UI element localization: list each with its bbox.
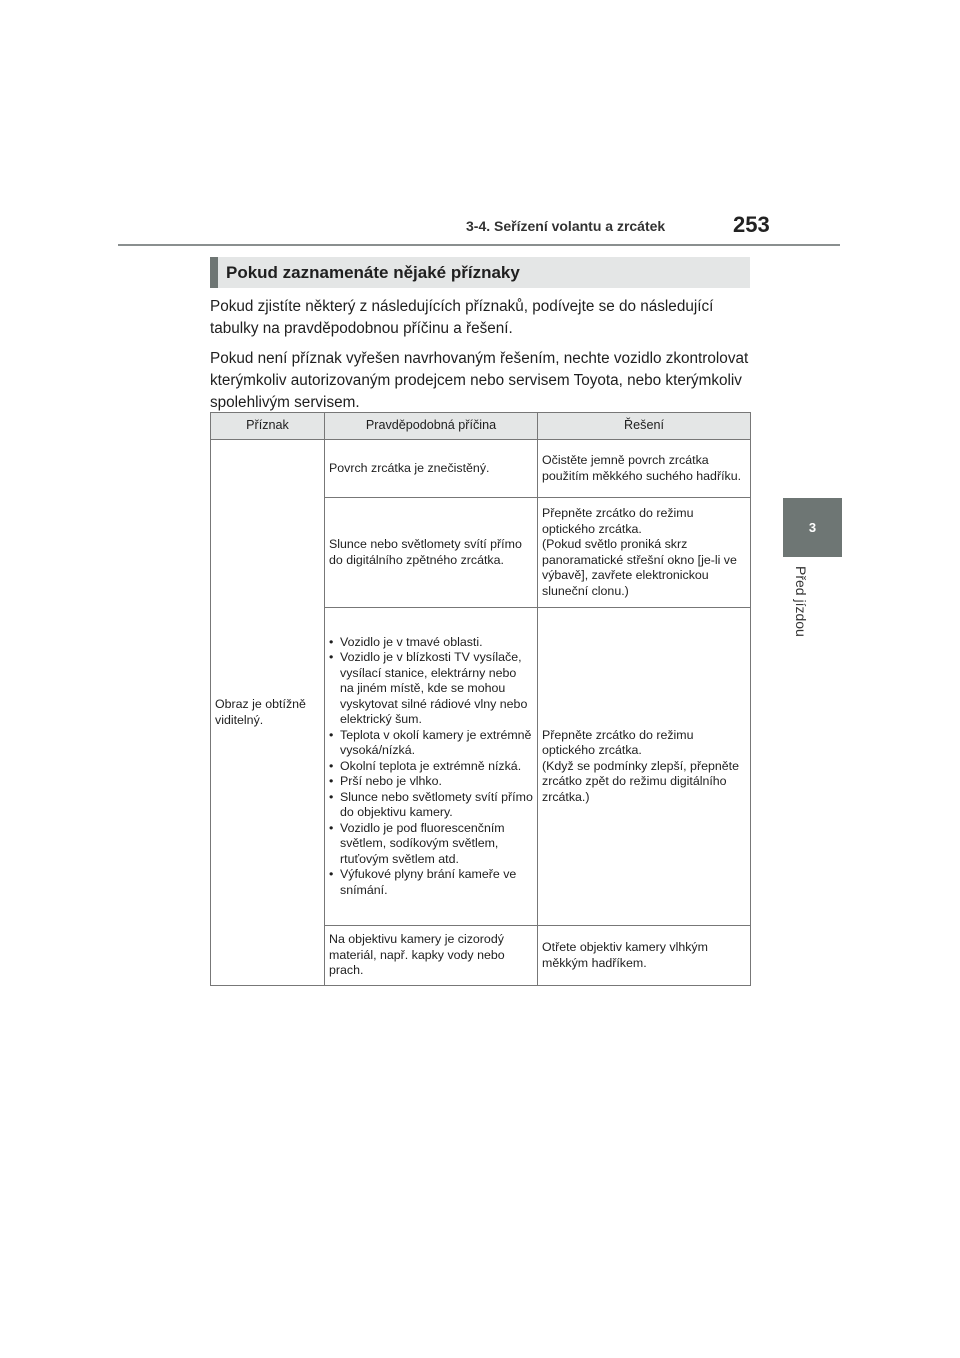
cause-list [329, 635, 533, 899]
intro-text [210, 296, 752, 422]
list-item: • Vozidlo je pod fluorescenčním světlem, sodíkovým světlem, rtuťovým světlem atd. [329, 821, 533, 868]
chapter-label: Před jízdou [793, 566, 809, 637]
column-header-solution: Řešení [538, 413, 751, 440]
page-number: 253 [733, 212, 770, 237]
section-title: 3-4. Seřízení volantu a zrcátek [466, 218, 666, 234]
solution-cell: Přepněte zrcátko do režimu optického zrcátka. (Pokud světlo proniká skrz panoramatické střešní okno [je-li ve výbavě], zavřete elektronickou sluneční clonu.) [538, 498, 751, 608]
intro-paragraph: Pokud zjistíte některý z následujících příznaků, podívejte se do následující tabulky na pravděpodobnou příčinu a řešení. [210, 298, 714, 337]
cause-cell [325, 608, 538, 926]
symptom-cell: Obraz je obtížně viditelný. [211, 440, 325, 986]
cause-cell: Na objektivu kamery je cizorodý materiál, např. kapky vody nebo prach. [325, 926, 538, 986]
intro-paragraph: Pokud není příznak vyřešen navrhovaným řešením, nechte vozidlo zkontrolovat kterýmkoliv autorizovaným prodejcem nebo servisem Toyota, nebo kterýmkoliv spolehlivým servisem. [210, 350, 749, 411]
chapter-tab [783, 498, 842, 557]
table-header-row [211, 413, 751, 440]
solution-cell: Přepněte zrcátko do režimu optického zrcátka. (Když se podmínky zlepší, přepněte zrcátko zpět do režimu digitálního zrcátka.) [538, 608, 751, 926]
cause-cell: Povrch zrcátka je znečistěný. [325, 440, 538, 498]
list-item: • Výfukové plyny brání kameře ve snímání. [329, 867, 533, 898]
list-item: • Vozidlo je v blízkosti TV vysílače, vysílací stanice, elektrárny nebo na jiném místě, kde se mohou vyskytovat silné rádiové vlny nebo elektrický šum. [329, 650, 533, 728]
list-item: • Slunce nebo světlomety svítí přímo do objektivu kamery. [329, 790, 533, 821]
solution-cell: Očistěte jemně povrch zrcátka použitím měkkého suchého hadříku. [538, 440, 751, 498]
column-header-cause: Pravděpodobná příčina [325, 413, 538, 440]
cause-cell: Slunce nebo světlomety svítí přímo do digitálního zpětného zrcátka. [325, 498, 538, 608]
symptom-table [210, 412, 751, 986]
list-item: • Vozidlo je v tmavé oblasti. [329, 635, 533, 651]
chapter-number: 3 [808, 520, 817, 535]
header-divider [118, 244, 840, 246]
list-item: • Prší nebo je vlhko. [329, 774, 533, 790]
list-item: • Teplota v okolí kamery je extrémně vysoká/nízká. [329, 728, 533, 759]
column-header-symptom: Příznak [211, 413, 325, 440]
section-heading: Pokud zaznamenáte nějaké příznaky [210, 257, 750, 288]
list-item: • Okolní teplota je extrémně nízká. [329, 759, 533, 775]
solution-cell: Otřete objektiv kamery vlhkým měkkým hadříkem. [538, 926, 751, 986]
table-row [211, 440, 751, 498]
